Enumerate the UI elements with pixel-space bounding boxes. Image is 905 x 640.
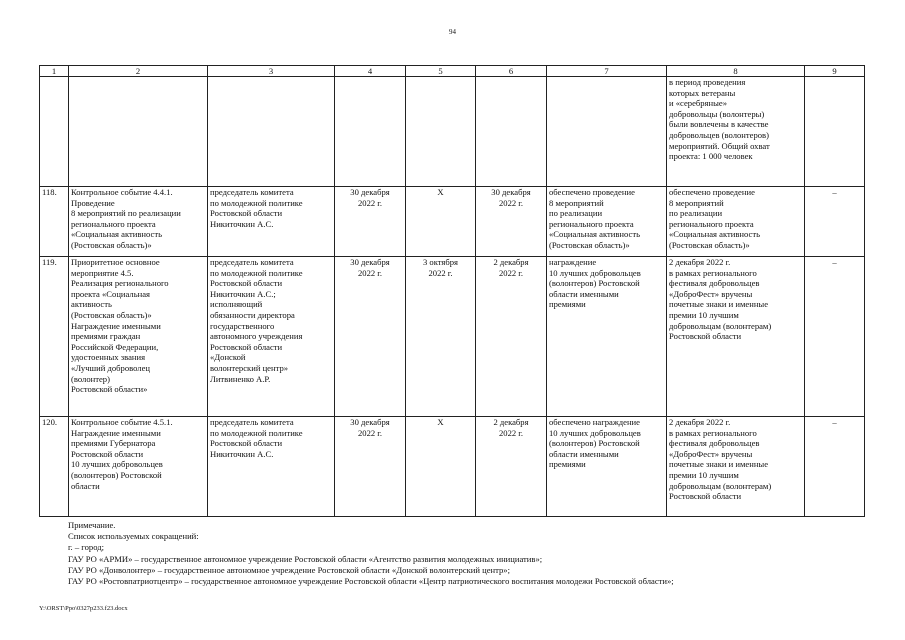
responsible: председатель комитета по молодежной политике Ростовской области Никиточкин А.С.; исполняющий обязанности директора государственного автономного учреждения Ростовской области «Донской волонтерский центр» Литвиненко А.Р.: [208, 257, 335, 417]
table-row: [40, 257, 865, 417]
start-date: X: [406, 417, 476, 517]
abbreviation-item: ГАУ РО «Донволонтер» – государственное автономное учреждение Ростовской области «Донской волонтерский центр»;: [68, 564, 510, 575]
actual-result: 2 декабря 2022 г. в рамках регионального фестиваля добровольцев «ДоброФест» вручены почетные знаки и именные премии 10 лучшим добровольцам (волонтерам) Ростовской области: [667, 417, 805, 517]
start-date: 3 октября 2022 г.: [406, 257, 476, 417]
continuation-actual: в период проведения которых ветераны и «серебряные» добровольцы (волонтеры) были вовлечены в качестве добровольцев (волонтеров) мероприятий. Общий охват проекта: 1 000 человек: [667, 77, 805, 187]
notes-subtitle: Список используемых сокращений:: [68, 531, 199, 542]
col-header-5: 5: [406, 66, 476, 77]
col-header-8: 8: [667, 66, 805, 77]
note: –: [805, 257, 865, 417]
col-header-4: 4: [335, 66, 406, 77]
col-header-3: 3: [208, 66, 335, 77]
abbreviation-item: ГАУ РО «Ростовпатриотцентр» – государственное автономное учреждение Ростовской области «Центр патриотического воспитания молодежи Ростовской области»;: [68, 576, 674, 587]
table-row: [40, 187, 865, 257]
expected-result: обеспечено награждение 10 лучших добровольцев (волонтеров) Ростовской области именными премиями: [547, 417, 667, 517]
end-date: 2 декабря 2022 г.: [476, 257, 547, 417]
expected-result: обеспечено проведение 8 мероприятий по реализации регионального проекта «Социальная активность (Ростовская область)»: [547, 187, 667, 257]
row-number: 119.: [40, 257, 69, 417]
note: –: [805, 417, 865, 517]
abbreviation-item: г. – город;: [68, 542, 105, 553]
continuation-row: [40, 77, 865, 187]
responsible: председатель комитета по молодежной политике Ростовской области Никиточкин А.С.: [208, 187, 335, 257]
col-header-2: 2: [69, 66, 208, 77]
row-number: 120.: [40, 417, 69, 517]
col-header-7: 7: [547, 66, 667, 77]
expected-result: награждение 10 лучших добровольцев (волонтеров) Ростовской области именными премиями: [547, 257, 667, 417]
start-date: X: [406, 187, 476, 257]
page-number: 94: [449, 28, 456, 36]
end-date: 2 декабря 2022 г.: [476, 417, 547, 517]
col-header-1: 1: [40, 66, 69, 77]
note: –: [805, 187, 865, 257]
plan-date: 30 декабря 2022 г.: [335, 187, 406, 257]
notes-title: Примечание.: [68, 520, 116, 530]
end-date: 30 декабря 2022 г.: [476, 187, 547, 257]
responsible: председатель комитета по молодежной политике Ростовской области Никиточкин А.С.: [208, 417, 335, 517]
table-row: [40, 417, 865, 517]
header-row: [40, 66, 865, 77]
row-number: 118.: [40, 187, 69, 257]
actual-result: 2 декабря 2022 г. в рамках регионального фестиваля добровольцев «ДоброФест» вручены почетные знаки и именные премии 10 лучшим добровольцам (волонтерам) Ростовской области: [667, 257, 805, 417]
actual-result: обеспечено проведение 8 мероприятий по реализации регионального проекта «Социальная активность (Ростовская область)»: [667, 187, 805, 257]
report-table: [39, 65, 865, 517]
abbreviation-item: ГАУ РО «АРМИ» – государственное автономное учреждение Ростовской области «Агентство развития молодежных инициатив»;: [68, 553, 543, 564]
event-name: Приоритетное основное мероприятие 4.5. Реализация регионального проекта «Социальная активность (Ростовская область)» Награждение именными премиями граждан Российской Федерации, удостоенных звания «Лучший доброволец (волонтер) Ростовской области»: [69, 257, 208, 417]
event-name: Контрольное событие 4.4.1. Проведение 8 мероприятий по реализации регионального проекта «Социальная активность (Ростовская область)»: [69, 187, 208, 257]
plan-date: 30 декабря 2022 г.: [335, 257, 406, 417]
plan-date: 30 декабря 2022 г.: [335, 417, 406, 517]
col-header-9: 9: [805, 66, 865, 77]
file-path-footer: Y:\ORST\Ppo\0327p233.f23.docx: [39, 605, 128, 612]
event-name: Контрольное событие 4.5.1. Награждение именными премиями Губернатора Ростовской области 10 лучших добровольцев (волонтеров) Ростовской области: [69, 417, 208, 517]
notes-section: [68, 520, 888, 587]
col-header-6: 6: [476, 66, 547, 77]
